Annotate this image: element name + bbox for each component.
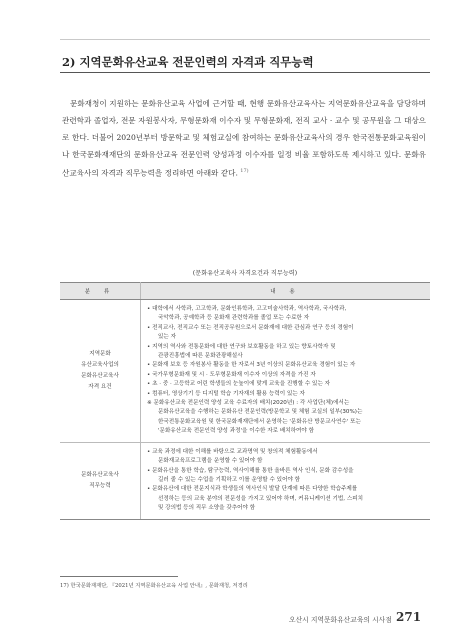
section-heading: 2) 지역문화유산교육 전문인력의 자격과 직무능력 <box>62 55 314 69</box>
table-caption: (문화유산교육사 자격요건과 직무능력) <box>192 270 298 277</box>
content-line: • 지역의 역사와 전통문화에 대한 연구와 보호활동을 하고 있는 향토사학자 및 <box>147 343 336 350</box>
header-category: 분 류 <box>60 283 141 300</box>
row-category-cell <box>60 442 141 519</box>
row-category-label: 문화유산교육사 <box>81 471 119 478</box>
top-rule <box>60 39 430 40</box>
table-row <box>60 300 430 443</box>
content-line: ※ 문화유산교육 전문인력 양성 교육 수료자의 배치(2020년) : 각 사업단(체)에서는 <box>147 400 350 407</box>
footnote: 17) 한국문화재재단, 『2021년 지역문화유산교육 사업 안내』, 문화재청, 저경리 <box>60 583 248 589</box>
header-content: 내 용 <box>141 283 431 300</box>
row-category-cell <box>60 300 141 443</box>
content-line: 및 강의법 등의 직무 소양을 갖추어야 함 <box>158 505 256 512</box>
content-line: • 초 · 중 · 고등학교 어린 학생들의 눈높이에 맞게 교육을 진행할 수 있는 자 <box>147 381 331 388</box>
row-content-cell <box>141 442 431 519</box>
content-line: 길러 줄 수 있는 수업을 기획하고 이를 운영할 수 있어야 함 <box>158 476 301 483</box>
paragraph-text: 문화재청이 지원하는 문화유산교육 사업에 근거할 때, 현행 문화유산교육사는 지역문화유산교육을 담당하며 관련학과 졸업자, 전문 자원봉사자, 무형문화재 이수자 및 무형문화재, 전직 교사 · 교수 및 공무원을 그 대상으로 한다. 더불어 2020년부터 방문학교 및 체험교실에 참여하는 문화유산교육사의 경우 한국전통문화교육원이나 한국문화재재단의 문화유산교육 전문인력 양성과정 이수자를 일정 비율 포함하도록 제시하고 있다. 문화유산교육사의 자격과 직무능력을 정리하면 아래와 같다. <box>62 99 426 178</box>
content-line: • 전직교사, 전직교수 또는 전직공무원으로서 문화재에 대한 관심과 연구 등의 경험이 <box>147 324 354 331</box>
content-line: • 국가무형문화재 및 시 · 도무형문화재 이수자 이상의 자격을 가진 자 <box>147 371 316 378</box>
content-line: • 문화유산을 통한 학습, 탐구능력, 역사이해를 통한 올바른 역사 인식, 문화 감수성을 <box>147 467 354 474</box>
content-line: 한국전통문화교육원 및 한국문화재재단에서 운영하는 '문화유산 방문교사연수' 또는 <box>158 418 361 425</box>
content-line: '문화유산교육 전문인력 양성 과정'을 이수한 자로 배치하여야 함 <box>158 428 315 435</box>
content-line: 선정하는 등의 교육 분야의 전문성을 가지고 있어야 하며, 커뮤니케이션 기법, 스피치 <box>158 495 364 502</box>
row-category-label: 직무능력 <box>89 482 111 489</box>
page-number: 271 <box>396 610 422 624</box>
running-title: 오산시 지역문화유산교육의 시사점 <box>289 616 392 624</box>
row-category-label: 문화유산교육사 <box>81 372 119 379</box>
content-line: 국악학과, 공예학과 등 문화재 관련학과를 졸업 또는 수료한 자 <box>158 315 310 322</box>
footnote-ref: 17) <box>240 168 249 174</box>
row-category-label: 지역문화 <box>89 350 111 357</box>
row-category-label: 자격 요건 <box>88 383 112 390</box>
content-line: 관광진흥법에 따른 문화관광해설사 <box>158 353 243 360</box>
content-line: 문화유산교육을 수행하는 문화유산 전문인력(방문학교 및 체험 교실의 일부(30%)는 <box>158 409 363 416</box>
content-line: • 교육 과정에 대한 이해를 바탕으로 교과명역 및 창의적 체험활동에서 <box>147 448 318 455</box>
row-content-cell <box>141 300 431 443</box>
qualification-table <box>60 282 430 520</box>
content-line: 있는 자 <box>158 334 176 341</box>
content-line: • 대학에서 사학과, 고고학과, 문화인류학과, 고고미술사학과, 역사학과, 국사학과, <box>147 306 347 312</box>
body-paragraph <box>62 95 426 182</box>
content-line: • 문화유산에 대한 전문지식과 학생들의 역사인식 발달 단계에 따른 다양한 학습주제를 <box>147 486 358 493</box>
table-header-row <box>60 283 430 300</box>
row-category-label: 유산교육사업의 <box>81 361 119 368</box>
content-line: 문화재교육프로그램을 운영할 수 있어야 함 <box>158 458 263 465</box>
footnote-rule <box>60 576 178 577</box>
content-line: • 컴퓨터, 영상기기 등 디지털 학습 기자재의 활용 능력이 있는 자 <box>147 390 305 397</box>
heading-underline <box>60 72 430 73</box>
table-row <box>60 442 430 519</box>
content-line: • 문화재 보호 등 자원봉사 활동을 한 자로서 3년 이상의 문화유산교육 경험이 있는 자 <box>147 362 356 369</box>
